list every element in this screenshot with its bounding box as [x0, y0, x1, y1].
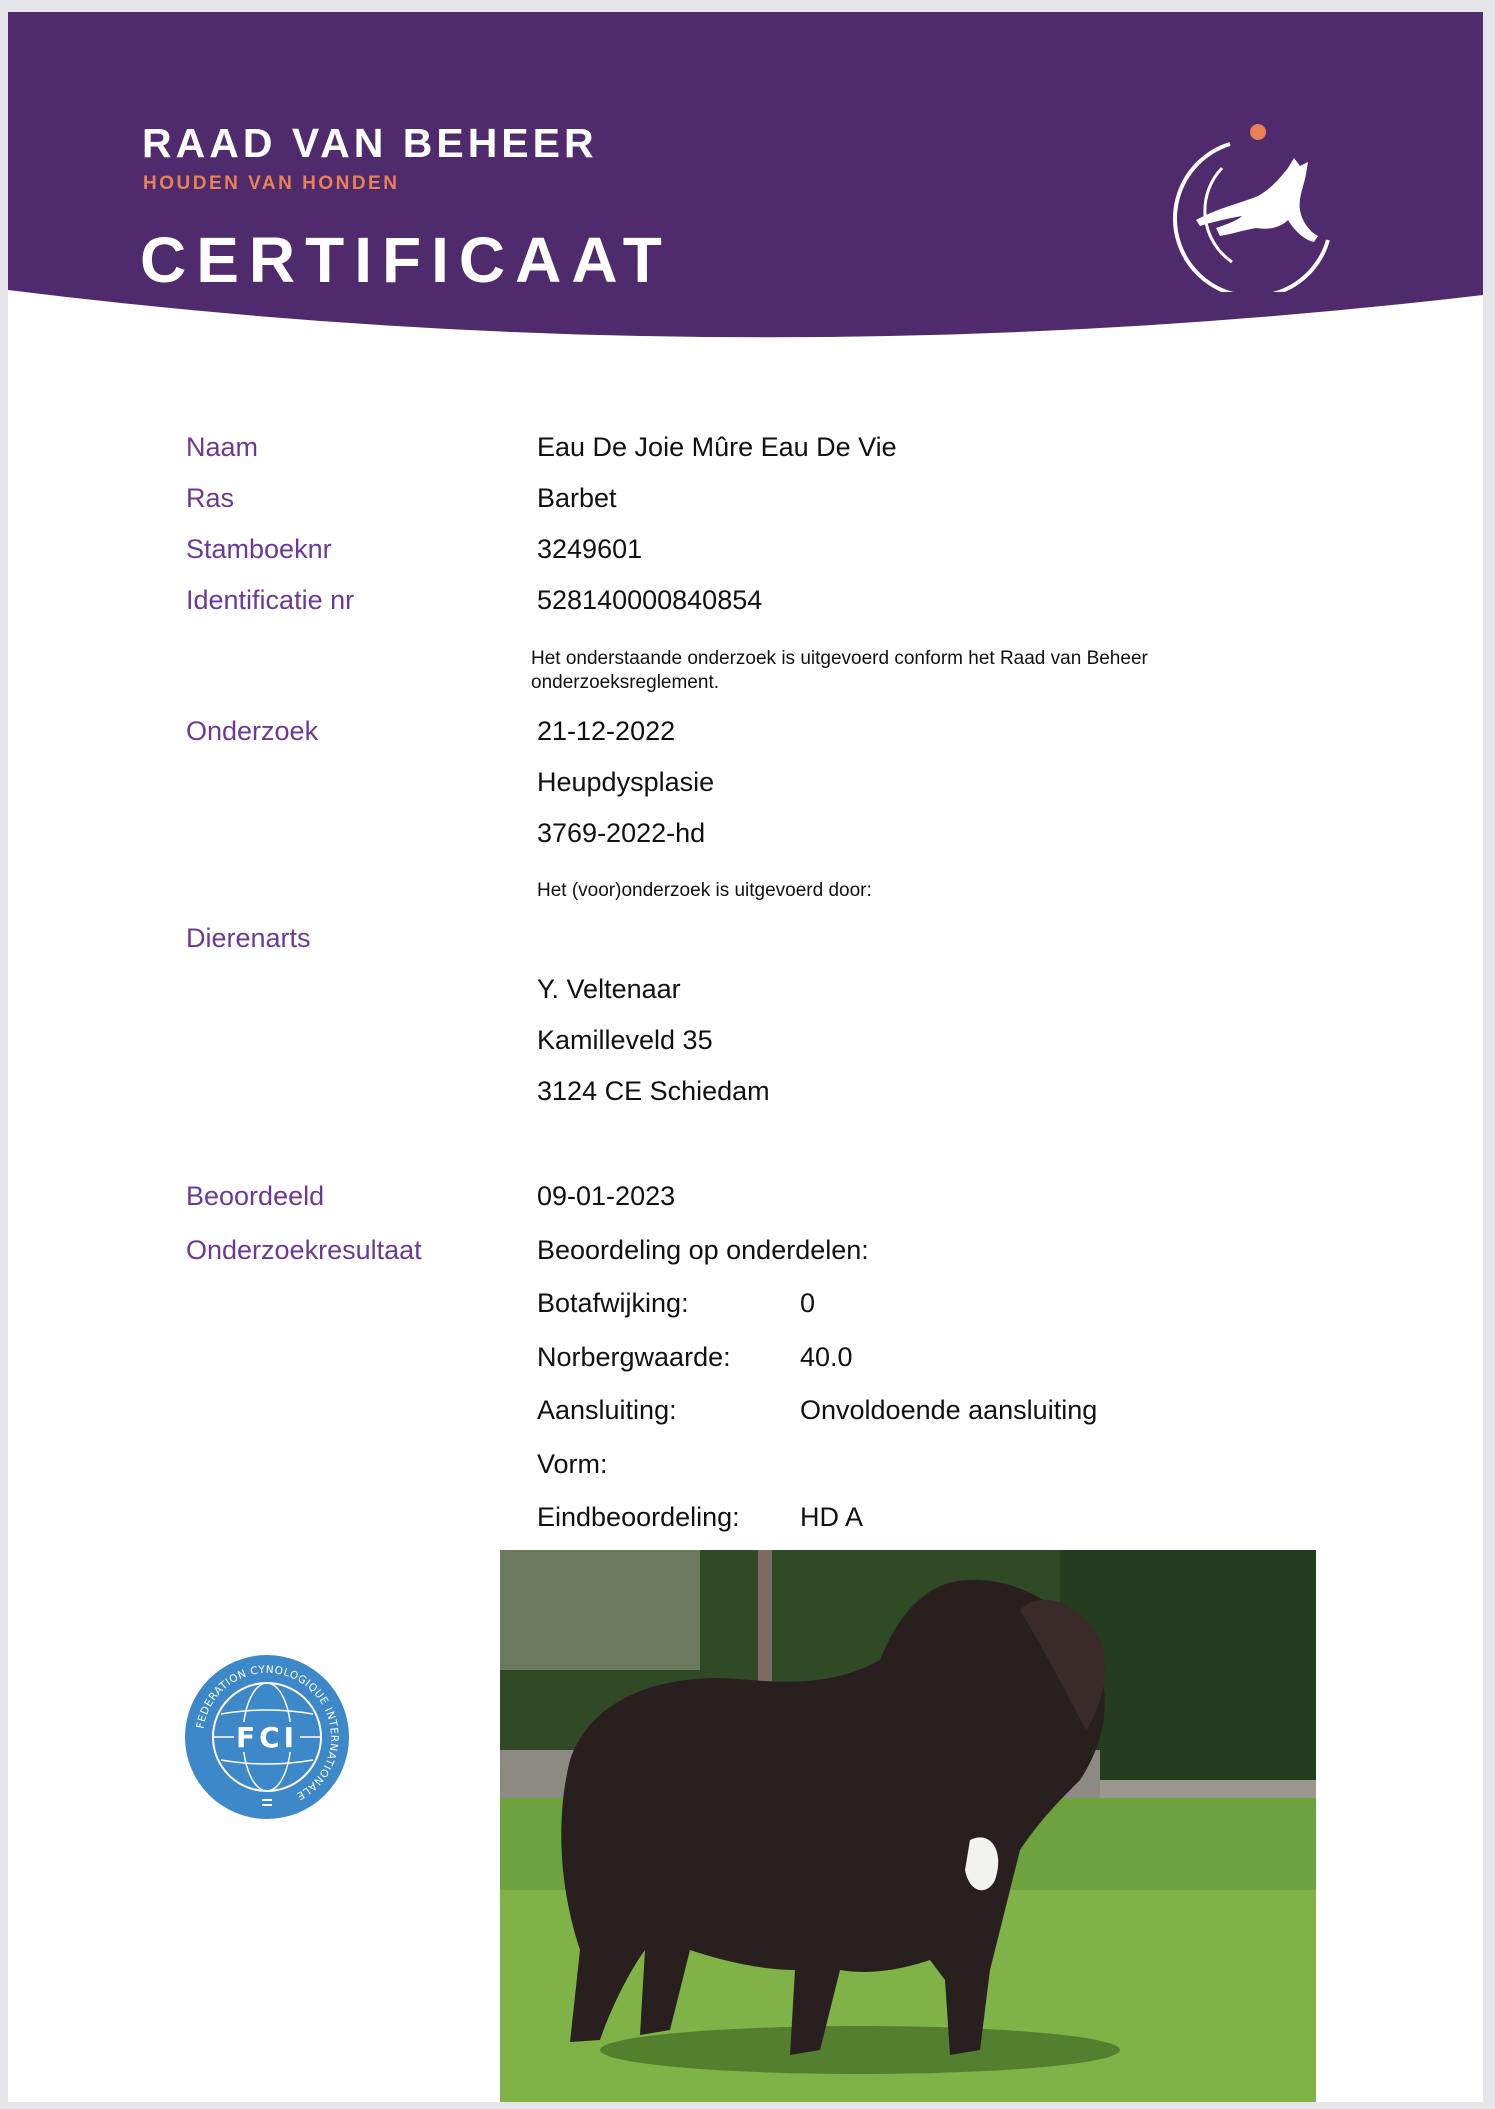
onderzoek-label: Onderzoek [186, 716, 319, 746]
result-heading: Beoordeling op onderdelen: [537, 1235, 869, 1265]
brand-tagline: HOUDEN VAN HONDEN [143, 173, 400, 194]
botafwijking-label: Botafwijking: [537, 1288, 689, 1318]
vet-street: Kamilleveld 35 [537, 1025, 713, 1055]
naam-value: Eau De Joie Mûre Eau De Vie [537, 432, 897, 462]
onderzoek-date: 21-12-2022 [537, 716, 676, 746]
fci-ring-text: FEDERATION CYNOLOGIQUE INTERNATIONALE [194, 1663, 341, 1803]
fci-globe-seal-icon [184, 1654, 350, 1820]
onderzoek-reference: 3769-2022-hd [537, 818, 706, 848]
onderzoekresultaat-label: Onderzoekresultaat [186, 1235, 422, 1265]
document-title: CERTIFICAAT [140, 224, 672, 296]
performed-by-note: Het (voor)onderzoek is uitgevoerd door: [537, 880, 872, 901]
beoordeeld-label: Beoordeeld [186, 1181, 325, 1211]
norbergwaarde-value: 40.0 [800, 1342, 853, 1372]
identificatie-label: Identificatie nr [186, 585, 355, 615]
fci-text: FCI [235, 1721, 299, 1754]
identificatie-value: 528140000840854 [537, 585, 763, 615]
ras-label: Ras [186, 483, 235, 513]
barbet-dog-photo [500, 1550, 1316, 2102]
aansluiting-label: Aansluiting: [537, 1395, 677, 1425]
eindbeoordeling-label: Eindbeoordeling: [537, 1502, 740, 1532]
vet-city: 3124 CE Schiedam [537, 1076, 770, 1106]
beoordeeld-date: 09-01-2023 [537, 1181, 676, 1211]
norbergwaarde-label: Norbergwaarde: [537, 1342, 731, 1372]
vet-name: Y. Veltenaar [537, 974, 681, 1004]
vorm-label: Vorm: [537, 1449, 608, 1479]
dog-leaping-in-circle-icon [1168, 112, 1348, 292]
naam-label: Naam [186, 432, 259, 462]
stamboeknr-label: Stamboeknr [186, 534, 332, 564]
aansluiting-value: Onvoldoende aansluiting [800, 1395, 1098, 1425]
onderzoek-type: Heupdysplasie [537, 767, 715, 797]
certificate-page [8, 12, 1483, 2102]
botafwijking-value: 0 [800, 1288, 816, 1318]
stamboeknr-value: 3249601 [537, 534, 643, 564]
brand-name: RAAD VAN BEHEER [142, 120, 598, 166]
dierenarts-label: Dierenarts [186, 923, 311, 953]
ras-value: Barbet [537, 483, 617, 513]
conform-note: Het onderstaande onderzoek is uitgevoerd conform het Raad van Beheer onderzoeksreglement. [531, 648, 1148, 693]
eindbeoordeling-value: HD A [800, 1502, 864, 1532]
